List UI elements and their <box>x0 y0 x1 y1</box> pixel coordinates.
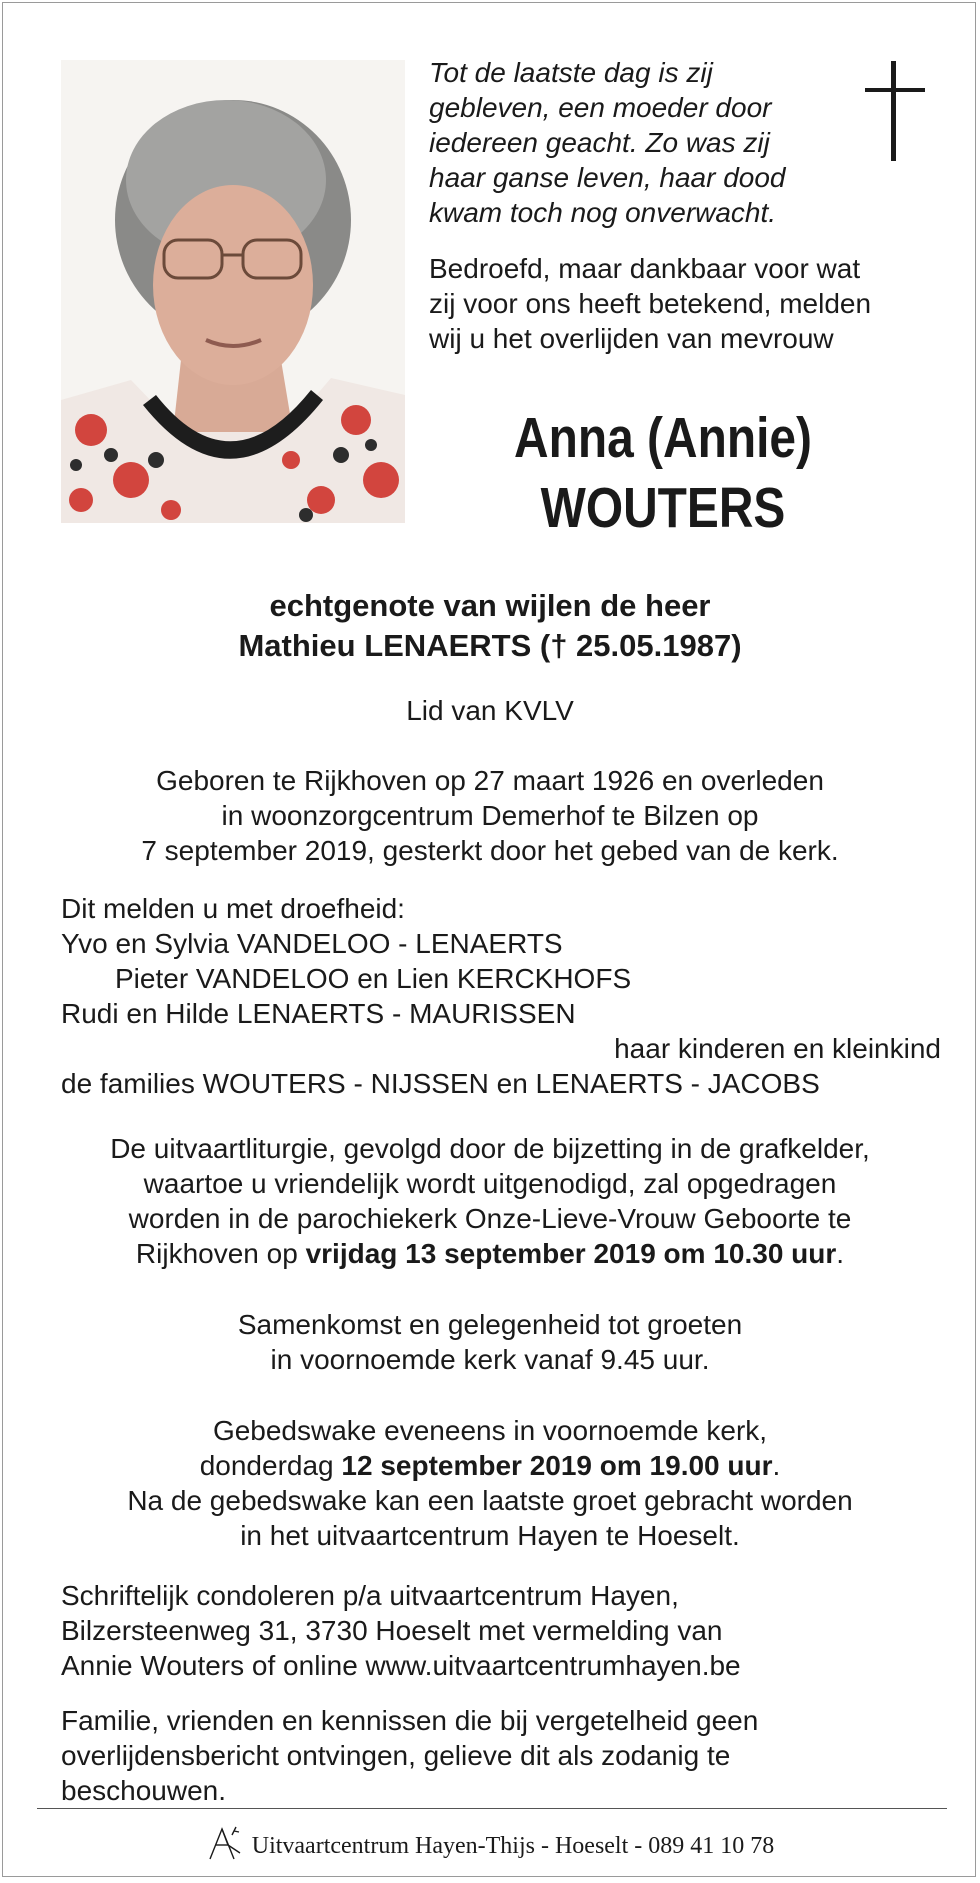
liturgy-line: waartoe u vriendelijk wordt uitgenodigd, zal opgedragen <box>143 1168 837 1199</box>
vigil-line <box>3 1448 977 1483</box>
portrait-photo <box>61 60 405 523</box>
birth-death-info: Geboren te Rijkhoven op 27 maart 1926 en overleden in woonzorgcentrum Demerhof te Bilzen op 7 september 2019, gesterkt door het gebed van de kerk. <box>141 765 839 866</box>
liturgy-line <box>3 1236 977 1271</box>
vigil-line: Na de gebedswake kan een laatste groet gebracht worden <box>127 1485 853 1516</box>
liturgy-line: worden in de parochiekerk Onze-Lieve-Vrouw Geboorte te <box>128 1203 852 1234</box>
footer <box>3 1823 977 1863</box>
family-member: de families WOUTERS - NIJSSEN en LENAERTS - JACOBS <box>61 1068 820 1099</box>
liturgy-date: vrijdag 13 september 2019 om 10.30 uur <box>305 1238 837 1269</box>
footer-text: Uitvaartcentrum Hayen-Thijs - Hoeselt - 089 41 10 78 <box>251 1833 775 1859</box>
meeting-info: Samenkomst en gelegenheid tot groeten in voornoemde kerk vanaf 9.45 uur. <box>237 1309 743 1375</box>
vigil-date-suffix: . <box>772 1450 781 1481</box>
deceased-surname: WOUTERS <box>540 476 786 540</box>
liturgy-date-prefix: Rijkhoven op <box>135 1238 306 1269</box>
memorial-verse: Tot de laatste dag is zij gebleven, een moeder door iedereen geacht. Zo was zij haar ganse leven, haar dood kwam toch nog onverwacht. <box>429 57 786 228</box>
spouse-line-1: echtgenote van wijlen de heer <box>269 588 711 623</box>
footer-divider <box>37 1808 947 1809</box>
liturgy-line: De uitvaartliturgie, gevolgd door de bijzetting in de grafkelder, <box>110 1133 870 1164</box>
vigil-date-prefix: donderdag <box>199 1450 342 1481</box>
funeral-liturgy <box>3 1131 977 1271</box>
closing-note: Familie, vrienden en kennissen die bij vergetelheid geen overlijdensbericht ontvingen, gelieve dit als zodanig te beschouwen. <box>61 1705 759 1806</box>
membership: Lid van KVLV <box>406 695 574 726</box>
deceased-first-names: Anna (Annie) <box>514 406 812 470</box>
family-member: Yvo en Sylvia VANDELOO - LENAERTS <box>61 928 563 959</box>
liturgy-date-suffix: . <box>836 1238 845 1269</box>
announcement-intro: Bedroefd, maar dankbaar voor wat zij voor ons heeft betekend, melden wij u het overlijden van mevrouw <box>429 253 872 354</box>
vigil-line: Gebedswake eveneens in voornoemde kerk, <box>212 1415 768 1446</box>
prayer-vigil <box>3 1413 977 1553</box>
family-member: Pieter VANDELOO en Lien KERCKHOFS <box>115 963 632 994</box>
family-member: Rudi en Hilde LENAERTS - MAURISSEN <box>61 998 576 1029</box>
family-relation: haar kinderen en kleinkind <box>614 1033 941 1064</box>
condolences-info: Schriftelijk condoleren p/a uitvaartcentrum Hayen, Bilzersteenweg 31, 3730 Hoeselt met vermelding van Annie Wouters of online www.uitvaartcentrumhayen.be <box>61 1580 741 1681</box>
spouse-line-2: Mathieu LENAERTS († 25.05.1987) <box>238 628 742 663</box>
vigil-line: in het uitvaartcentrum Hayen te Hoeselt. <box>240 1520 740 1551</box>
family-heading: Dit melden u met droefheid: <box>61 893 405 924</box>
deceased-name <box>461 403 864 543</box>
cross-icon <box>865 61 927 161</box>
vigil-date: 12 september 2019 om 19.00 uur <box>341 1450 773 1481</box>
family-list <box>61 891 941 1101</box>
funeral-home-logo-icon <box>206 1823 246 1861</box>
obituary-card <box>2 2 976 1877</box>
spouse-info <box>3 586 977 666</box>
